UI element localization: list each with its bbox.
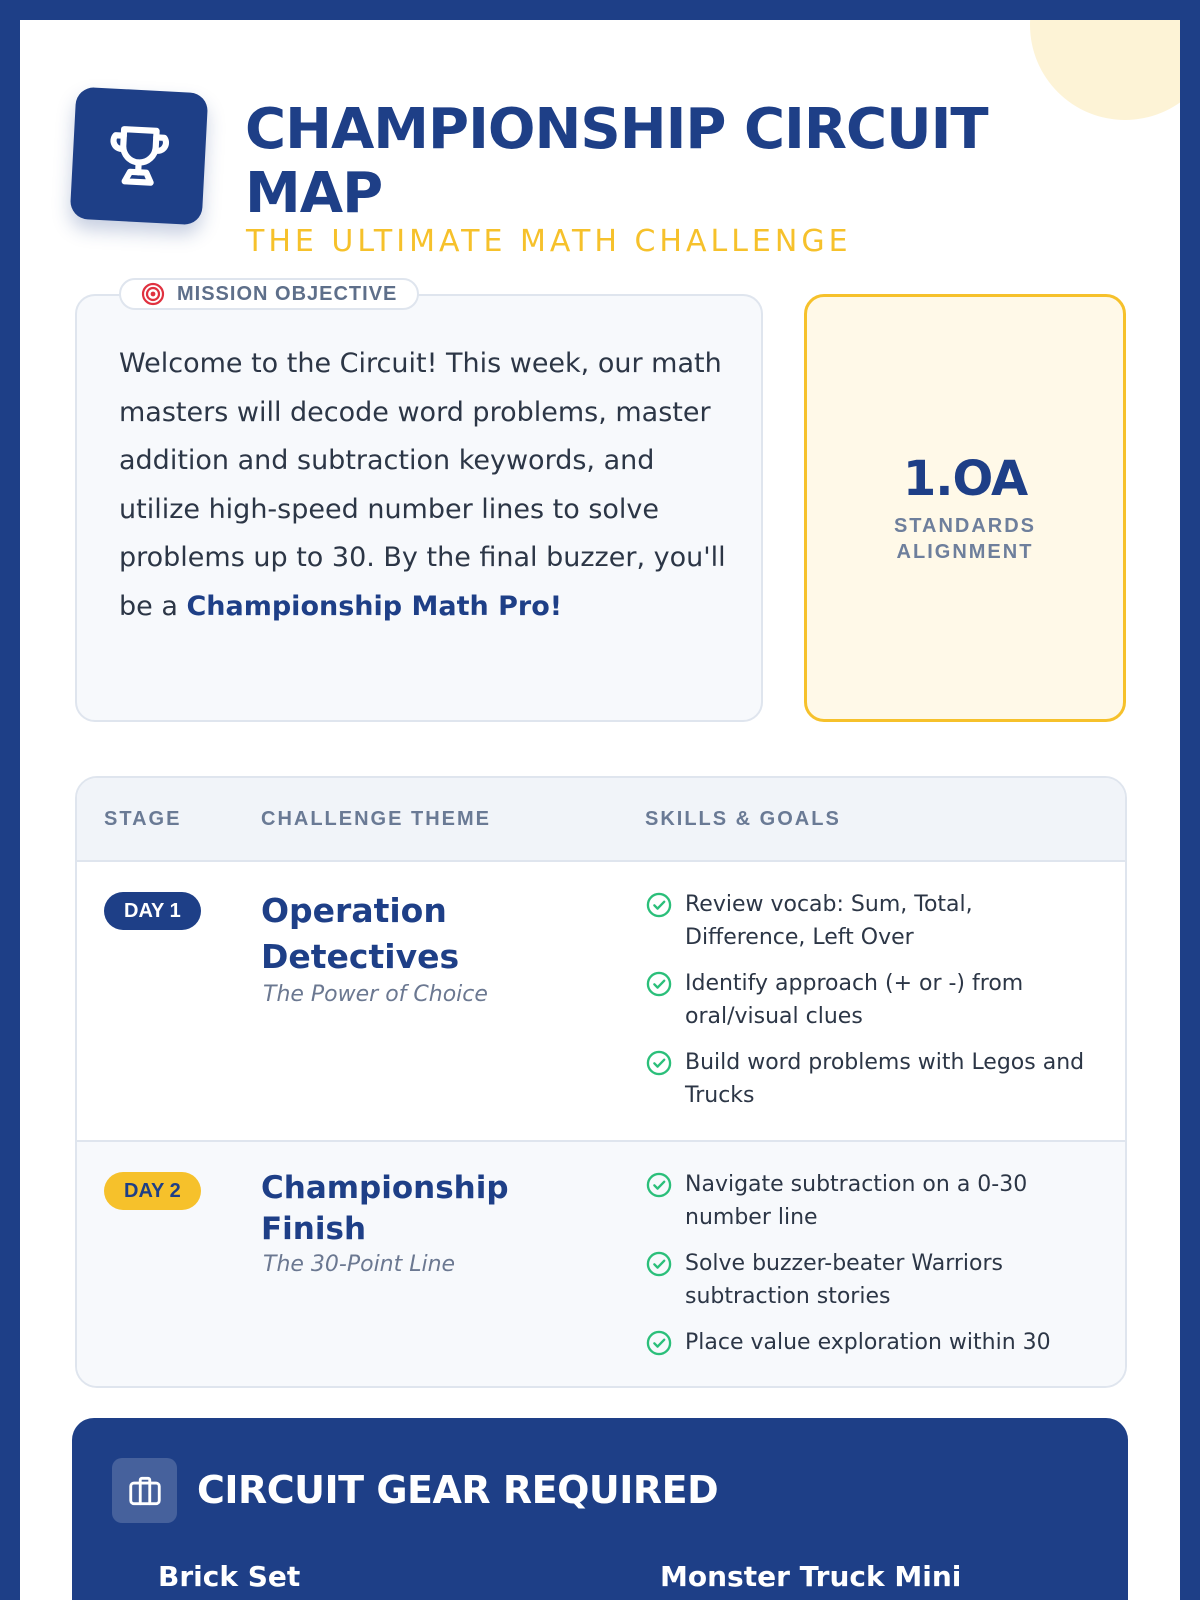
theme-subtitle: The Power of Choice — [263, 982, 488, 1007]
day-badge: DAY 1 — [104, 892, 201, 930]
trophy-icon — [98, 115, 180, 197]
page-sheet — [20, 20, 1180, 1600]
skill-text: Solve buzzer-beater Warriors subtraction stories — [685, 1251, 1003, 1309]
check-circle-icon — [645, 1171, 673, 1199]
skill-text: Navigate subtraction on a 0-30 number line — [685, 1172, 1028, 1230]
theme-title: Championship Finish — [261, 1170, 509, 1247]
check-circle-icon — [645, 891, 673, 919]
trophy-logo — [70, 87, 209, 226]
skill-text: Place value exploration within 30 — [685, 1330, 1051, 1355]
skill-text: Build word problems with Legos and Trucks — [685, 1050, 1085, 1108]
skill-text: Review vocab: Sum, Total, Difference, Left Over — [685, 892, 973, 950]
table-header — [77, 778, 1125, 862]
table-row — [77, 862, 1125, 1142]
skill-item — [645, 1046, 1095, 1112]
skills-list — [645, 1168, 1095, 1372]
check-circle-icon — [645, 970, 673, 998]
mission-tag-label: MISSION OBJECTIVE — [177, 282, 398, 305]
header-stage: STAGE — [104, 808, 182, 830]
mission-tag — [119, 278, 419, 310]
skill-item — [645, 967, 1095, 1033]
theme-subtitle: The 30-Point Line — [263, 1252, 456, 1277]
theme-title: Operation Detectives — [261, 891, 460, 976]
header-skills-goals: SKILLS & GOALS — [645, 808, 841, 830]
mission-body: Welcome to the Circuit! This week, our math masters will decode word problems, master addition and subtraction keywords, and utilize high-speed number lines to solve problems up to 30. By the final buzzer, you'll be a — [119, 348, 726, 622]
gear-icon-box — [112, 1458, 177, 1523]
skill-item — [645, 1168, 1095, 1234]
standards-code: 1.OA — [902, 451, 1028, 507]
mission-highlight: Championship Math Pro! — [186, 590, 563, 622]
gear-item: Brick Set — [158, 1560, 301, 1593]
briefcase-icon — [126, 1472, 164, 1510]
page-subtitle: THE ULTIMATE MATH CHALLENGE — [246, 224, 852, 259]
gear-title: CIRCUIT GEAR REQUIRED — [197, 1468, 719, 1512]
standards-card — [804, 294, 1126, 722]
target-icon — [141, 282, 165, 306]
skills-list — [645, 888, 1095, 1125]
skill-item — [645, 1326, 1095, 1359]
check-circle-icon — [645, 1329, 673, 1357]
day-badge: DAY 2 — [104, 1172, 201, 1210]
skill-text: Identify approach (+ or -) from oral/visual clues — [685, 971, 1024, 1029]
check-circle-icon — [645, 1250, 673, 1278]
check-circle-icon — [645, 1049, 673, 1077]
skill-item — [645, 888, 1095, 954]
page-title: CHAMPIONSHIP CIRCUIT MAP — [245, 97, 988, 226]
standards-label: STANDARDS ALIGNMENT — [893, 515, 1037, 563]
mission-text — [119, 340, 729, 631]
mission-objective-card — [75, 282, 763, 722]
circuit-gear-panel — [72, 1418, 1128, 1600]
header-challenge-theme: CHALLENGE THEME — [261, 808, 491, 830]
table-row — [77, 1142, 1125, 1386]
gear-item: Monster Truck Mini — [660, 1560, 962, 1593]
skill-item — [645, 1247, 1095, 1313]
circuit-table — [75, 776, 1127, 1388]
